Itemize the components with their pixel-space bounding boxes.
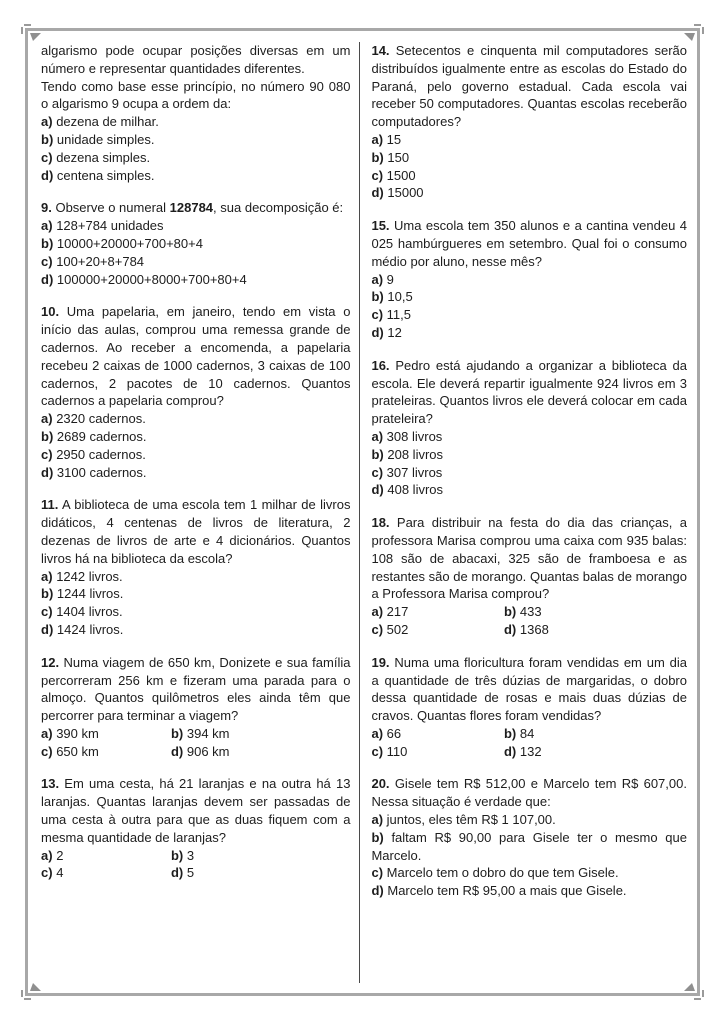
option-label: d) xyxy=(371,324,384,340)
option-text: 394 km xyxy=(186,725,230,741)
question-number: 15. xyxy=(371,218,390,234)
option-text: juntos, eles têm R$ 1 107,00. xyxy=(386,812,556,828)
option-label: d) xyxy=(371,185,384,201)
option-label: d) xyxy=(41,464,54,480)
option-b xyxy=(171,725,351,743)
question-13 xyxy=(41,775,350,882)
corner-mark-bottom-right-icon xyxy=(684,980,695,991)
question-text: algarismo pode ocupar posições diversas em um número e representar quantidades diferentes. xyxy=(41,43,351,76)
question-19 xyxy=(371,654,687,761)
question-number: 14. xyxy=(371,43,390,58)
option-c xyxy=(371,864,687,882)
option-label: c) xyxy=(41,149,53,165)
option-label: d) xyxy=(503,743,517,759)
option-label: d) xyxy=(371,883,384,899)
option-text: 1242 livros. xyxy=(56,568,123,584)
option-text: unidade simples. xyxy=(56,131,155,147)
option-label: b) xyxy=(371,446,384,462)
question-text: Tendo como base esse princípio, no número 90 080 o algarismo 9 ocupa a ordem da: xyxy=(41,78,351,112)
question-body: Em uma cesta, há 21 laranjas e na outra há 13 laranjas. Quantas laranjas devem ser passadas de uma cesta à outra para que as duas fiquem com a mesma quantidade de laranjas? xyxy=(41,776,351,845)
option-c xyxy=(41,864,171,882)
options-list xyxy=(41,113,350,184)
question-text xyxy=(371,514,687,603)
option-b xyxy=(504,603,687,621)
border-dash xyxy=(24,998,31,1000)
option-a xyxy=(41,113,350,131)
option-label: c) xyxy=(371,621,384,637)
question-body: Observe o numeral xyxy=(55,200,167,216)
option-text: 906 km xyxy=(186,743,230,759)
option-text: 66 xyxy=(386,725,402,741)
option-text: 110 xyxy=(386,743,408,759)
option-label: c) xyxy=(371,307,384,323)
option-text: centena simples. xyxy=(56,167,155,183)
question-18 xyxy=(371,514,687,639)
question-body: , sua decomposição é: xyxy=(213,200,344,216)
option-label: b) xyxy=(41,131,54,147)
options-list xyxy=(41,217,350,288)
question-number: 20. xyxy=(371,776,390,792)
option-label: c) xyxy=(41,253,53,269)
option-text: 208 livros xyxy=(387,446,444,462)
question-9 xyxy=(41,199,350,288)
option-c xyxy=(41,743,171,761)
question-number: 11. xyxy=(41,497,59,513)
option-b xyxy=(371,829,687,865)
option-label: d) xyxy=(503,621,517,637)
option-label: a) xyxy=(371,271,384,287)
option-text: 3 xyxy=(186,847,195,863)
option-text: 408 livros xyxy=(387,482,444,498)
corner-mark-bottom-left-icon xyxy=(30,980,41,991)
question-number: 18. xyxy=(371,515,390,531)
option-c xyxy=(371,621,504,639)
option-a xyxy=(41,725,171,743)
right-column xyxy=(359,42,687,983)
option-text: 12 xyxy=(387,324,402,340)
option-d xyxy=(504,743,687,761)
option-a xyxy=(371,271,687,289)
option-label: b) xyxy=(170,725,184,741)
options-list xyxy=(371,131,687,202)
question-number: 12. xyxy=(41,654,60,670)
option-text: 1368 xyxy=(519,621,549,637)
option-label: a) xyxy=(371,131,384,147)
option-b xyxy=(41,585,350,603)
option-d xyxy=(371,481,687,499)
option-c xyxy=(41,253,350,271)
option-text: dezena simples. xyxy=(56,149,151,165)
question-number: 9. xyxy=(41,200,52,216)
option-label: b) xyxy=(371,289,384,305)
option-label: b) xyxy=(503,604,517,620)
option-text: 502 xyxy=(386,621,409,637)
question-text xyxy=(371,217,687,270)
option-a xyxy=(41,410,350,428)
option-label: a) xyxy=(41,725,53,741)
corner-mark-top-left-icon xyxy=(30,33,41,44)
question-text xyxy=(371,42,687,131)
options-grid xyxy=(371,725,687,761)
option-c xyxy=(41,446,350,464)
option-text: 150 xyxy=(387,149,410,165)
border-dash xyxy=(21,27,23,34)
option-d xyxy=(371,184,687,202)
option-text: 2320 cadernos. xyxy=(56,411,146,427)
option-label: c) xyxy=(371,167,384,183)
option-label: d) xyxy=(41,167,54,183)
option-text: 128+784 unidades xyxy=(56,218,164,234)
option-text: Marcelo tem o dobro do que tem Gisele. xyxy=(386,865,619,881)
question-number: 10. xyxy=(41,304,60,320)
option-a xyxy=(371,131,687,149)
option-label: a) xyxy=(371,428,384,444)
option-text: 10,5 xyxy=(387,289,413,305)
option-b xyxy=(41,131,350,149)
option-label: c) xyxy=(41,446,53,462)
option-c xyxy=(371,167,687,185)
left-column xyxy=(41,42,359,983)
option-label: a) xyxy=(41,114,53,130)
option-label: b) xyxy=(41,428,54,444)
option-label: b) xyxy=(503,725,517,741)
option-d xyxy=(41,271,350,289)
option-text: dezena de milhar. xyxy=(56,114,159,130)
option-d xyxy=(371,882,687,900)
question-number: 13. xyxy=(41,776,60,792)
option-label: a) xyxy=(41,218,53,234)
question-body: Numa viagem de 650 km, Donizete e sua família percorreram 256 km e fizeram uma parada para o almoço. Quantos quilômetros eles ainda têm que percorrer para terminar a viagem? xyxy=(41,654,351,724)
question-11 xyxy=(41,496,350,638)
question-body: Pedro está ajudando a organizar a biblioteca da escola. Ele deverá repartir igualmente 924 livros em 3 prateleiras. Quantos livros ele deverá colocar em cada prateleira? xyxy=(371,357,687,427)
corner-mark-top-right-icon xyxy=(684,33,695,44)
option-label: a) xyxy=(371,604,384,620)
option-label: c) xyxy=(41,604,53,620)
option-label: a) xyxy=(41,568,53,584)
option-label: a) xyxy=(371,725,384,741)
border-dash xyxy=(694,998,701,1000)
option-text: 2689 cadernos. xyxy=(56,428,147,444)
option-b xyxy=(504,725,687,743)
option-text: 15000 xyxy=(387,185,424,201)
option-label: b) xyxy=(170,847,184,863)
question-body: Para distribuir na festa do dia das crianças, a professora Marisa comprou uma caixa com 935 balas: 108 são de abacaxi, 325 são de framboesa e as restantes são de morango. Quantas balas de morango a Professora Marisa comprou? xyxy=(371,515,687,602)
option-a xyxy=(41,217,350,235)
question-body: A biblioteca de uma escola tem 1 milhar de livros didáticos, 4 centenas de livros de literatura, 2 dezenas de livros de arte e 4 dicionários. Quantos livros há na biblioteca da escola? xyxy=(41,497,351,566)
options-grid xyxy=(41,725,350,761)
question-text xyxy=(41,775,350,846)
option-b xyxy=(371,149,687,167)
option-text: 11,5 xyxy=(386,307,411,323)
option-text: 15 xyxy=(386,131,402,147)
option-b xyxy=(371,446,687,464)
option-c xyxy=(371,743,504,761)
option-d xyxy=(504,621,687,639)
option-text: 3100 cadernos. xyxy=(56,464,147,480)
option-label: b) xyxy=(41,235,54,251)
question-text xyxy=(371,775,687,811)
border-dash xyxy=(21,990,23,997)
two-column-layout xyxy=(28,31,697,993)
option-a xyxy=(371,603,504,621)
option-label: c) xyxy=(371,464,384,480)
option-text: 132 xyxy=(519,743,542,759)
question-body: Uma escola tem 350 alunos e a cantina vendeu 4 025 hambúrgueres em setembro. Qual foi o consumo médio por aluno, nesse mês? xyxy=(371,218,687,269)
option-text: 1244 livros. xyxy=(56,586,124,602)
border-dash xyxy=(24,24,31,26)
question-15 xyxy=(371,217,687,342)
options-list xyxy=(41,410,350,481)
question-numeral: 128784 xyxy=(169,200,214,216)
option-label: d) xyxy=(170,865,184,881)
question-body: Numa uma floricultura foram vendidas em um dia a quantidade de três dúzias de margaridas, o dobro dessa quantidade de rosas e mais duas dúzias de cravos. Quantas flores foram vendidas? xyxy=(371,654,687,724)
option-label: d) xyxy=(41,621,54,637)
option-text: 433 xyxy=(519,604,542,620)
option-b xyxy=(41,428,350,446)
option-a xyxy=(371,811,687,829)
option-d xyxy=(171,864,351,882)
option-text: 650 km xyxy=(56,743,99,759)
option-text: 1424 livros. xyxy=(56,621,124,637)
options-list xyxy=(371,428,687,499)
question-text xyxy=(371,654,687,725)
option-label: a) xyxy=(41,847,53,863)
question-number: 16. xyxy=(371,357,390,373)
options-list xyxy=(371,811,687,900)
option-text: faltam R$ 90,00 para Gisele ter o mesmo que Marcelo. xyxy=(371,829,687,863)
option-a xyxy=(41,568,350,586)
option-text: 2 xyxy=(56,847,64,863)
option-text: 4 xyxy=(56,865,64,881)
option-text: 1500 xyxy=(386,167,416,183)
option-label: b) xyxy=(41,586,54,602)
question-body: Gisele tem R$ 512,00 e Marcelo tem R$ 607,00. Nessa situação é verdade que: xyxy=(371,776,687,810)
question-14 xyxy=(371,42,687,202)
option-text: 84 xyxy=(519,725,535,741)
option-text: 2950 cadernos. xyxy=(56,446,146,462)
question-12 xyxy=(41,654,350,761)
option-a xyxy=(371,428,687,446)
option-c xyxy=(371,464,687,482)
option-label: a) xyxy=(371,812,384,828)
options-list xyxy=(41,568,350,639)
question-text xyxy=(41,199,350,217)
option-d xyxy=(41,464,350,482)
question-8-continuation xyxy=(41,42,350,184)
option-label: d) xyxy=(371,482,384,498)
question-10 xyxy=(41,303,350,481)
option-label: b) xyxy=(371,829,384,845)
option-c xyxy=(371,306,687,324)
option-a xyxy=(371,725,504,743)
option-label: d) xyxy=(41,271,54,287)
border-dash xyxy=(702,990,704,997)
option-text: 308 livros xyxy=(386,428,443,444)
option-text: Marcelo tem R$ 95,00 a mais que Gisele. xyxy=(387,883,627,899)
option-b xyxy=(41,235,350,253)
option-d xyxy=(41,167,350,185)
question-body: Setecentos e cinquenta mil computadores serão distribuídos igualmente entre as escolas do Estado do Paraná, pelo governo estadual. Cada escola vai receber 50 computadores. Quantas escolas receberão computadores? xyxy=(371,43,687,130)
question-20 xyxy=(371,775,687,900)
option-text: 217 xyxy=(386,604,409,620)
option-label: b) xyxy=(371,149,384,165)
question-number: 19. xyxy=(371,654,390,670)
question-body: Uma papelaria, em janeiro, tendo em vista o início das aulas, comprou uma remessa grande de cadernos. Ao receber a encomenda, a papelaria recebeu 2 caixas de 1000 cadernos, 3 caixas de 100 cadernos, 2 pacotes de 10 cadernos. Quantos cadernos a papelaria comprou? xyxy=(41,304,351,409)
option-b xyxy=(371,288,687,306)
option-text: 307 livros xyxy=(386,464,443,480)
border-dash xyxy=(694,24,701,26)
options-list xyxy=(371,271,687,342)
option-label: c) xyxy=(41,865,53,881)
option-c xyxy=(41,149,350,167)
options-grid xyxy=(41,847,350,883)
option-text: 9 xyxy=(386,271,394,287)
option-d xyxy=(171,743,351,761)
option-text: 100000+20000+8000+700+80+4 xyxy=(56,271,247,287)
option-label: c) xyxy=(371,743,384,759)
option-text: 5 xyxy=(186,865,195,881)
question-text xyxy=(41,654,350,725)
question-16 xyxy=(371,357,687,499)
option-text: 100+20+8+784 xyxy=(56,253,145,269)
option-label: d) xyxy=(170,743,184,759)
option-d xyxy=(41,621,350,639)
option-c xyxy=(41,603,350,621)
option-text: 10000+20000+700+80+4 xyxy=(56,235,203,251)
option-b xyxy=(171,847,351,865)
option-text: 1404 livros. xyxy=(56,604,123,620)
question-text xyxy=(41,303,350,410)
option-label: a) xyxy=(41,411,53,427)
option-label: c) xyxy=(371,865,384,881)
worksheet-page-frame xyxy=(25,28,700,996)
question-text xyxy=(41,496,350,567)
border-dash xyxy=(702,27,704,34)
options-grid xyxy=(371,603,687,639)
option-label: c) xyxy=(41,743,53,759)
option-d xyxy=(371,324,687,342)
option-a xyxy=(41,847,171,865)
question-text xyxy=(371,357,687,428)
option-text: 390 km xyxy=(56,725,99,741)
